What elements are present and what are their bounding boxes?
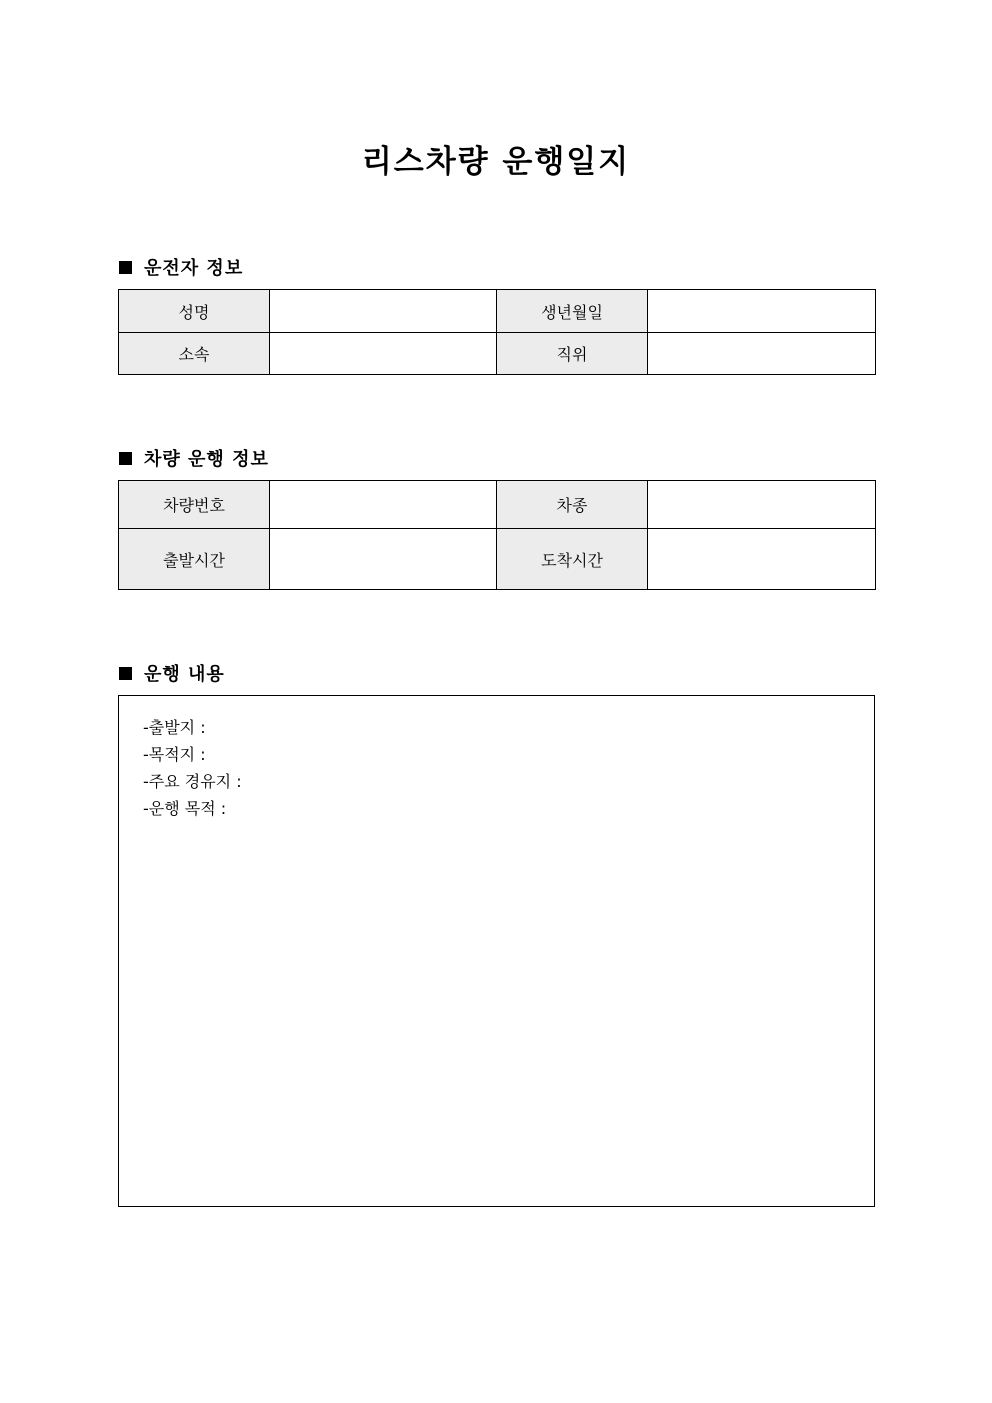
- operation-content-box[interactable]: [118, 695, 875, 1207]
- waypoints-line: -주요 경유지 :: [143, 772, 242, 791]
- label-arrival-time: 도착시간: [497, 529, 648, 590]
- table-row: [119, 481, 876, 529]
- label-department: 소속: [119, 333, 270, 375]
- name-field[interactable]: [270, 290, 497, 333]
- square-bullet-icon: [119, 452, 132, 465]
- departure-place-line: -출발지 :: [143, 718, 206, 737]
- plate-number-field[interactable]: [270, 481, 497, 529]
- table-row: [119, 529, 876, 590]
- departure-time-field[interactable]: [270, 529, 497, 590]
- vehicle-info-table: [118, 480, 876, 590]
- operation-content-lines: [143, 714, 242, 822]
- car-model-field[interactable]: [648, 481, 876, 529]
- table-row: [119, 333, 876, 375]
- label-car-model: 차종: [497, 481, 648, 529]
- section-heading-label: 운전자 정보: [144, 258, 244, 279]
- driver-info-table: [118, 289, 876, 375]
- section-heading-driver: [119, 254, 243, 280]
- label-position: 직위: [497, 333, 648, 375]
- section-heading-content: [119, 660, 225, 686]
- destination-line: -목적지 :: [143, 745, 206, 764]
- label-birthdate: 생년월일: [497, 290, 648, 333]
- section-heading-label: 운행 내용: [144, 664, 225, 685]
- page-title: 리스차량 운행일지: [361, 144, 631, 180]
- label-name: 성명: [119, 290, 270, 333]
- department-field[interactable]: [270, 333, 497, 375]
- purpose-line: -운행 목적 :: [143, 799, 227, 818]
- label-departure-time: 출발시간: [119, 529, 270, 590]
- arrival-time-field[interactable]: [648, 529, 876, 590]
- square-bullet-icon: [119, 667, 132, 680]
- section-heading-vehicle: [119, 445, 269, 471]
- label-plate-number: 차량번호: [119, 481, 270, 529]
- square-bullet-icon: [119, 261, 132, 274]
- section-heading-label: 차량 운행 정보: [144, 449, 269, 470]
- position-field[interactable]: [648, 333, 876, 375]
- table-row: [119, 290, 876, 333]
- birthdate-field[interactable]: [648, 290, 876, 333]
